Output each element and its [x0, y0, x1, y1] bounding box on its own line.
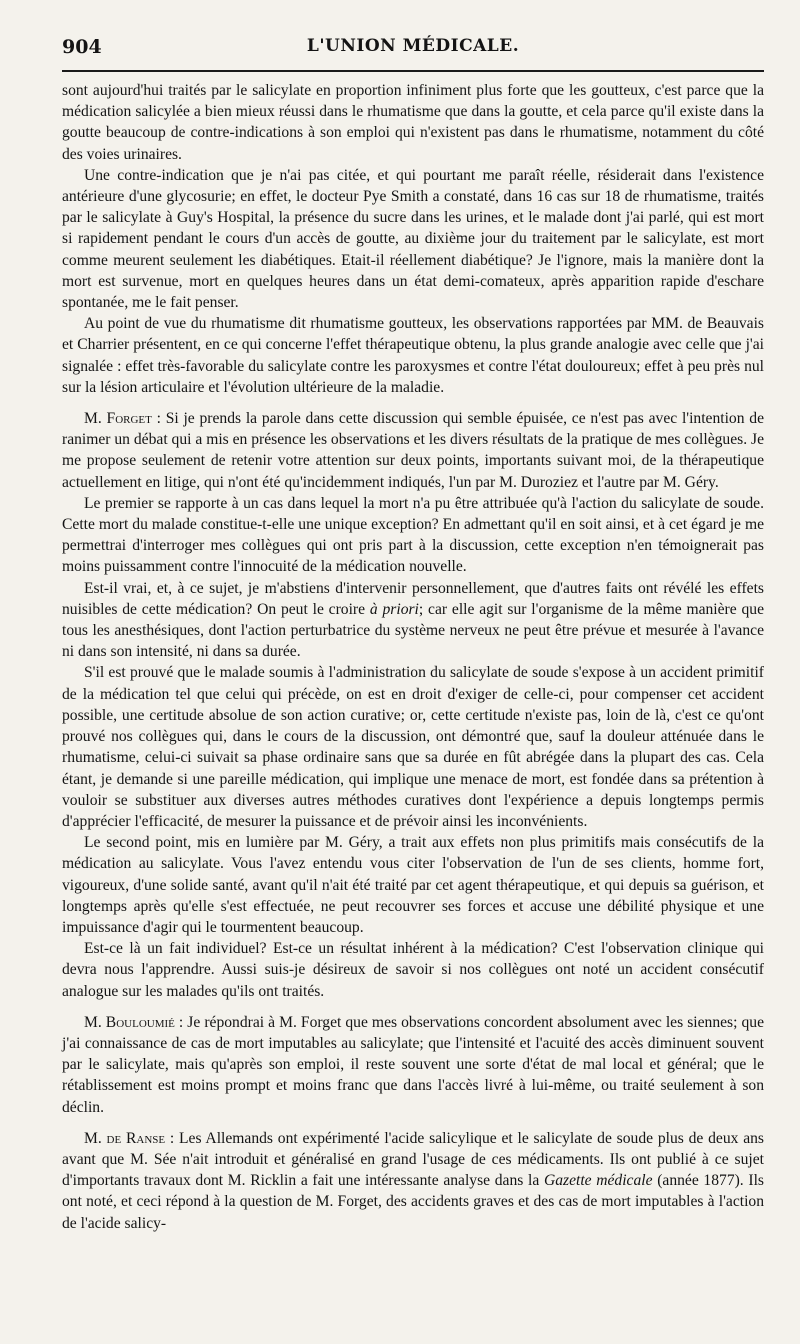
speaker-paragraph: [62, 1128, 764, 1234]
paragraph-text: Je répondrai à M. Forget que mes observations concordent absolument avec les siennes; que j'ai connaissance de cas de mort imputables au salicylate; que l'intensité et l'acuité des accès diminuent souvent par le salicylate, mais qu'après son emploi, il reste souvent une sorte d'état de mal local et général; que le rétablissement est moins prompt et moins franc que dans l'accès livré à lui-même, ou traité seulement à son déclin.: [62, 1013, 764, 1116]
paragraph-text: (année 1877). Ils ont noté, et ceci répond à la question de M. Forget, des accidents graves et des cas de mort imputables à l'action de l'acide salicy-: [62, 1172, 764, 1232]
paragraph: Est-ce là un fait individuel? Est-ce un résultat inhérent à la médication? C'est l'observation clinique qui devra nous l'apprendre. Aussi suis-je désireux de savoir si nos collègues ont noté un accident consécutif analogue sur les malades qu'ils ont traités.: [62, 940, 764, 1000]
paragraph-text: Les Allemands ont expérimenté l'acide salicylique et le salicylate de soude plus de deux ans avant que M. Sée n'ait introduit et généralisé en grand l'usage de ces médicaments. Ils ont publié à ce sujet d'importants travaux dont M. Ricklin a fait une intéressante analyse dans la: [62, 1129, 764, 1190]
paragraph-text: Est-il vrai, et, à ce sujet, je m'abstiens d'intervenir personnellement, que d'autres faits ont révélé les effets nuisibles de cette médication? On peut le croire: [62, 579, 764, 618]
speaker-paragraph: [62, 408, 764, 493]
speaker-name: M. Forget :: [84, 410, 161, 428]
journal-title: L'UNION MÉDICALE.: [306, 36, 520, 56]
paragraph: Le premier se rapporte à un cas dans lequel la mort n'a pu être attribuée qu'à l'action du salicylate de soude. Cette mort du malade constitue-t-elle une unique exception? En admettant qu'il en soit ainsi, et à cet égard je me permettrai d'interroger mes collègues qui ont pris part à la discussion, cette exception n'en témoignerait pas moins puissamment contre l'innocuité de la médication nouvelle.: [62, 494, 764, 576]
paragraph: Une contre-indication que je n'ai pas citée, et qui pourtant me paraît réelle, résiderait dans l'existence antérieure d'une glycosurie; en effet, le docteur Pye Smith a constaté, dans 16 cas sur 18 de rhumatisme, traités par le salicylate à Guy's Hospital, la présence du sucre dans les urines, et le malade dont j'ai parlé, qui est mort si rapidement pendant le cours d'un accès de goutte, au dixième jour du traitement par le salicylate, est mort comme meurent seulement les diabétiques. Etait-il réellement diabétique? Je l'ignore, mais la manière dont la mort est survenue, mort en quelques heures dans un état demi-comateux, après apparition rapide d'eschare spontanée, me le fait penser.: [62, 166, 764, 312]
speaker-paragraph: [62, 1012, 764, 1118]
paragraph: Au point de vue du rhumatisme dit rhumatisme goutteux, les observations rapportées par MM. de Beauvais et Charrier présentent, en ce qui concerne l'effet thérapeutique obtenu, la plus grande analogie avec celle que j'ai signalée : effet très-favorable du salicylate contre les paroxysmes et contre l'état douloureux; effet à peu près nul sur la lésion articulaire et l'évolution ultérieure de la maladie.: [62, 315, 764, 396]
speaker-name: M. de Ranse :: [84, 1129, 175, 1147]
page-number: 904: [62, 36, 102, 58]
speaker-name: M. Bouloumié :: [84, 1013, 184, 1031]
paragraph: S'il est prouvé que le malade soumis à l'administration du salicylate de soude s'expose à un accident primitif de la médication tel que celui qui précède, on est en droit d'exiger de celle-ci, pour compenser cet accident possible, une certitude absolue de son action curative; or, cette certitude n'existe pas, loin de là, c'est ce qu'ont prouvé nos collègues qui, dans le cours de la discussion, ont démontré que, sauf la douleur atténuée dans le rhumatisme, celui-ci suivait sa phase ordinaire sans que sa durée en fût abrégée dans la plupart des cas. Cela étant, je demande si une pareille médication, qui implique une menace de mort, est fondée dans sa prétention à vouloir se substituer aux diverses autres méthodes curatives dont l'expérience a depuis longtemps permis d'apprécier l'efficacité, de mesurer la puissance et de prévoir ainsi les inconvénients.: [62, 664, 764, 830]
paragraph: Le second point, mis en lumière par M. Géry, a trait aux effets non plus primitifs mais consécutifs de la médication au salicylate. Vous l'avez entendu vous citer l'observation de l'un de ses clients, homme fort, vigoureux, d'une solide santé, avant qu'il n'ait été traité par cet agent thérapeutique, et qui depuis sa guérison, et longtemps après qu'elle s'est effectuée, ne peut recouvrer ses forces et accuse une débilité physique et une impuissance d'agir qui le tourmentent beaucoup.: [62, 834, 764, 936]
italic-title: Gazette médicale: [543, 1172, 653, 1190]
page-header: [62, 30, 764, 66]
paragraph: [62, 578, 764, 663]
italic-phrase: à priori: [369, 600, 419, 618]
paragraph-text: ; car elle agit sur l'organisme de la même manière que tous les anesthésiques, dont l'action perturbatrice du système nerveux ne peut être prévue et mesurée à l'avance ni dans son intensité, ni dans sa durée.: [62, 600, 765, 661]
paragraph: sont aujourd'hui traités par le salicylate en proportion infiniment plus forte que les goutteux, c'est parce que la médication salicylée a bien mieux réussi dans le rhumatisme que dans la goutte, et cela parce qu'il existe dans la goutte beaucoup de contre-indications à son emploi qui n'existent pas dans le rhumatisme, notamment du côté des voies urinaires.: [62, 82, 764, 163]
article-body: [62, 80, 764, 1234]
header-rule: [62, 70, 764, 72]
paragraph-text: Si je prends la parole dans cette discussion qui semble épuisée, ce n'est pas avec l'intention de ranimer un débat qui a mis en présence les observations et les divers résultats de la pratique de mes collègues. Je me propose seulement de retenir votre attention sur deux points, importants suivant moi, de la thérapeutique actuellement en litige, qui n'ont été qu'incidemment indiqués, l'un par M. Duroziez et l'autre par M. Géry.: [62, 410, 764, 491]
